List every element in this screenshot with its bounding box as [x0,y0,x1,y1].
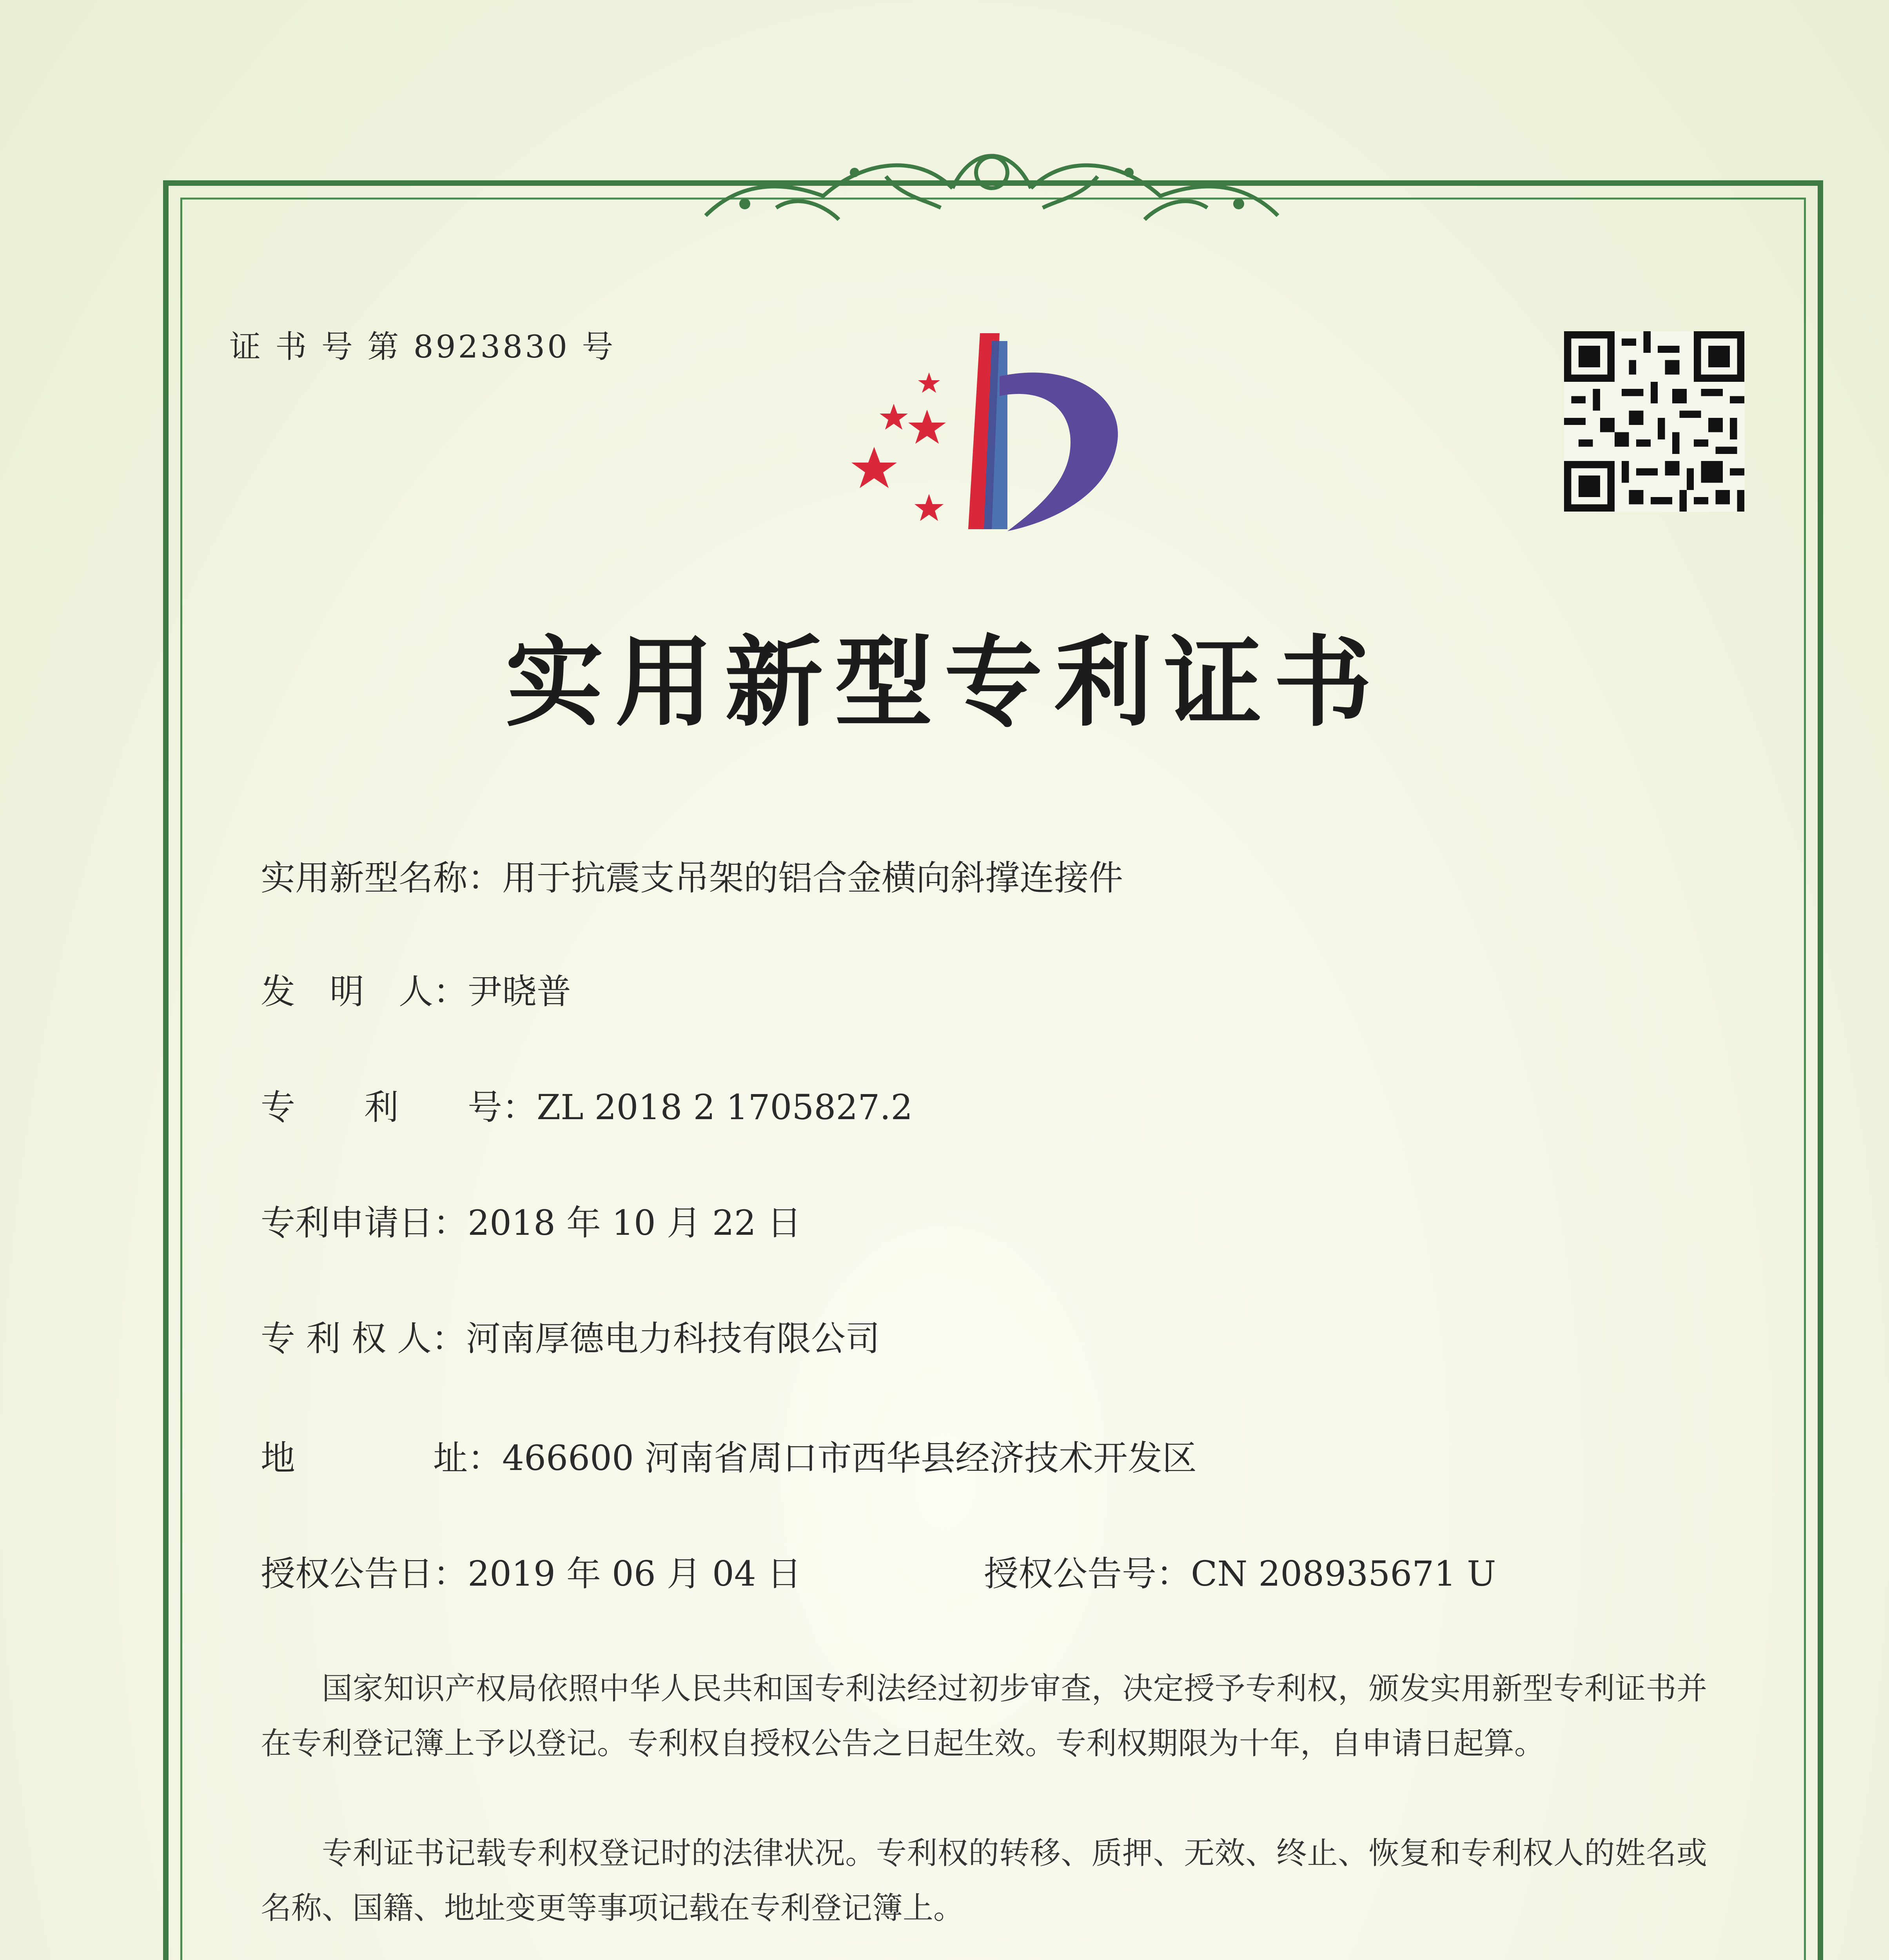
application-date-value: 2018 年 10 月 22 日 [468,1203,802,1243]
grant-number-value: CN 208935671 U [1191,1553,1496,1594]
grant-date-label: 授权公告日： [261,1553,468,1594]
address-row [261,1431,1197,1480]
grant-date-value: 2019 年 06 月 04 日 [468,1553,802,1594]
utility-model-name-label: 实用新型名称： [261,858,503,898]
application-date-label: 专利申请日： [261,1203,468,1243]
notice-paragraph-2: 专利证书记载专利权登记时的法律状况。专利权的转移、质押、无效、终止、恢复和专利权人的姓名或名称、国籍、地址变更等事项记载在专利登记簿上。 [261,1836,1707,1926]
address-value: 466600 河南省周口市西华县经济技术开发区 [502,1438,1197,1478]
grant-number-label: 授权公告号： [984,1553,1191,1594]
qr-code [1564,331,1744,512]
application-date-row [261,1196,802,1245]
notice-paragraph-1: 国家知识产权局依照中华人民共和国专利法经过初步审查，决定授予专利权，颁发实用新型专利证书并在专利登记簿上予以登记。专利权自授权公告之日起生效。专利权期限为十年，自申请日起算。 [261,1671,1707,1761]
patent-number-value: ZL 2018 2 1705827.2 [537,1087,913,1127]
cnipa-logo [851,318,1149,545]
inventor-row [261,964,571,1014]
patentee-label: 专 利 权 人： [261,1318,466,1359]
patent-number-row [261,1080,913,1129]
certificate-title: 实用新型专利证书 [505,624,1384,740]
inventor-label: 发 明 人： [261,971,468,1012]
grant-date-row [261,1546,802,1596]
patentee-value: 河南厚德电力科技有限公司 [466,1318,880,1359]
utility-model-name-value: 用于抗震支吊架的铝合金横向斜撑连接件 [502,858,1123,898]
certificate-number: 证 书 号 第 8923830 号 [229,328,616,365]
utility-model-name-row [261,851,1123,900]
patent-number-label: 专 利 号： [261,1087,537,1127]
address-label: 地 址： [261,1438,503,1478]
top-ornament [698,129,1286,231]
patentee-row [261,1311,880,1361]
inventor-value: 尹晓普 [468,971,572,1012]
grant-number-row [984,1546,1496,1596]
